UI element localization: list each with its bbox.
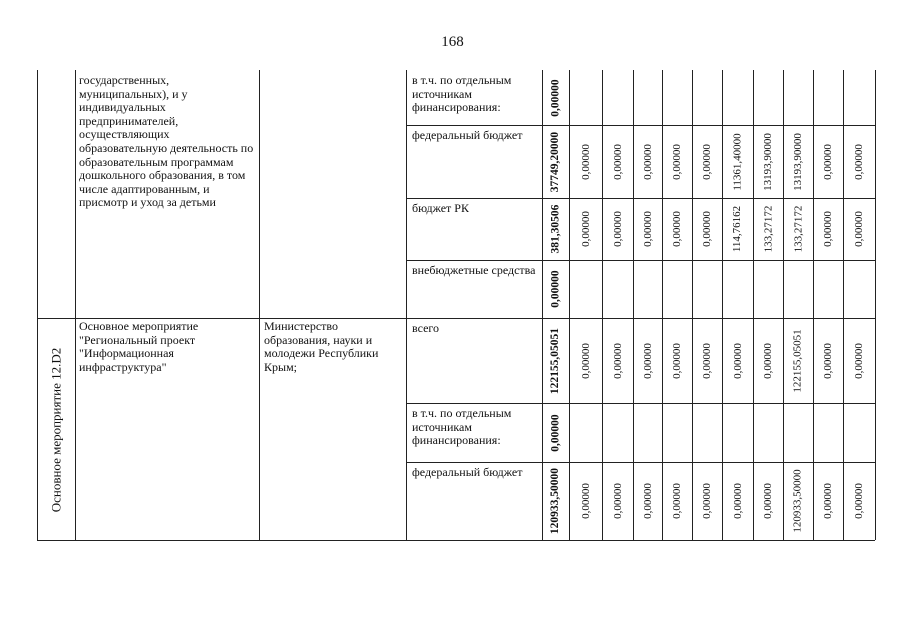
block1-value-2-1: 0,00000 bbox=[611, 211, 624, 247]
grid-line-v bbox=[406, 70, 407, 540]
grid-line-v bbox=[875, 70, 876, 540]
block2-total-2: 120933,50000 bbox=[549, 467, 562, 535]
block1-value-2-0: 0,00000 bbox=[579, 211, 592, 247]
block1-value-2-5: 114,76162 bbox=[731, 205, 744, 253]
block1-value-2-9: 0,00000 bbox=[853, 211, 865, 247]
block1-value-1-2: 0,00000 bbox=[641, 143, 654, 180]
block1-total-0: 0,00000 bbox=[549, 78, 562, 117]
block2-description: Основное мероприятие "Региональный проект "Информационная инфраструктура" bbox=[79, 319, 199, 374]
block2-value-2-7: 120933,50000 bbox=[792, 469, 804, 533]
block2-value-0-9: 0,00000 bbox=[853, 342, 865, 379]
block1-description: государственных, муниципальных), и у индивидуальных предпринимателей, осуществляющих образовательную деятельность по образовательным программам дошкольного образования, в том числе адаптированным, и присмотр и уход за детьми bbox=[79, 73, 254, 210]
block1-value-1-7: 13193,90000 bbox=[792, 132, 804, 191]
block1-value-1-4: 0,00000 bbox=[701, 143, 713, 180]
block2-value-0-6: 0,00000 bbox=[762, 342, 774, 379]
page-number: 168 bbox=[441, 34, 464, 50]
grid-line-h bbox=[37, 318, 406, 319]
block1-value-1-3: 0,00000 bbox=[671, 143, 683, 180]
block2-value-0-1: 0,00000 bbox=[611, 342, 624, 379]
block1-value-2-4: 0,00000 bbox=[701, 211, 713, 247]
block2-value-0-4: 0,00000 bbox=[701, 342, 713, 379]
block1-value-2-3: 0,00000 bbox=[671, 211, 683, 247]
block2-executor: Министерство образования, науки и молодежи Республики Крым; bbox=[264, 319, 379, 374]
block2-value-0-3: 0,00000 bbox=[671, 342, 683, 379]
block1-value-1-6: 13193,90000 bbox=[762, 132, 774, 191]
block2-value-0-5: 0,00000 bbox=[731, 342, 744, 379]
grid-line-h bbox=[37, 540, 406, 541]
block1-value-1-0: 0,00000 bbox=[579, 143, 592, 180]
block1-source-2: бюджет РК bbox=[412, 201, 469, 215]
block1-value-2-8: 0,00000 bbox=[822, 211, 834, 247]
grid-line-h bbox=[406, 403, 875, 404]
block1-value-2-2: 0,00000 bbox=[641, 211, 654, 247]
block1-value-1-8: 0,00000 bbox=[822, 143, 834, 180]
block1-source-3: внебюджетные средства bbox=[412, 263, 536, 277]
block1-value-1-1: 0,00000 bbox=[611, 143, 624, 180]
block2-value-2-2: 0,00000 bbox=[641, 483, 654, 519]
grid-line-v bbox=[37, 70, 38, 540]
block2-value-2-0: 0,00000 bbox=[579, 483, 592, 519]
grid-line-h bbox=[406, 260, 875, 261]
grid-line-v bbox=[259, 70, 260, 540]
grid-line-h bbox=[406, 540, 875, 541]
block2-label: Основное мероприятие 12.D2 bbox=[48, 347, 64, 512]
block1-value-1-9: 0,00000 bbox=[853, 143, 865, 180]
block2-source-1: в т.ч. по отдельным источникам финансирования: bbox=[412, 406, 512, 448]
block2-value-2-3: 0,00000 bbox=[671, 483, 683, 519]
block1-total-2: 381,30506 bbox=[549, 204, 562, 254]
block2-value-0-2: 0,00000 bbox=[641, 342, 654, 379]
block2-value-2-9: 0,00000 bbox=[853, 483, 865, 519]
block1-value-2-6: 133,27172 bbox=[762, 205, 774, 253]
block1-value-1-5: 11361,40000 bbox=[731, 132, 744, 191]
block1-source-1: федеральный бюджет bbox=[412, 128, 523, 142]
block2-value-2-8: 0,00000 bbox=[822, 483, 834, 519]
block2-value-0-8: 0,00000 bbox=[822, 342, 834, 379]
block2-source-2: федеральный бюджет bbox=[412, 465, 523, 479]
block1-value-2-7: 133,27172 bbox=[792, 205, 804, 253]
block1-total-1: 37749,20000 bbox=[549, 131, 562, 192]
block2-value-2-6: 0,00000 bbox=[762, 483, 774, 519]
grid-line-v bbox=[75, 70, 76, 540]
block1-total-3: 0,00000 bbox=[549, 270, 562, 308]
block2-value-2-5: 0,00000 bbox=[731, 483, 744, 519]
block2-value-0-7: 122155,05051 bbox=[792, 328, 804, 393]
block2-total-1: 0,00000 bbox=[549, 413, 562, 452]
block2-value-2-1: 0,00000 bbox=[611, 483, 624, 519]
block2-total-0: 122155,05051 bbox=[549, 327, 562, 394]
block2-value-2-4: 0,00000 bbox=[701, 483, 713, 519]
block2-source-0: всего bbox=[412, 321, 440, 335]
block2-value-0-0: 0,00000 bbox=[579, 342, 592, 379]
block1-source-0: в т.ч. по отдельным источникам финансирования: bbox=[412, 73, 512, 115]
